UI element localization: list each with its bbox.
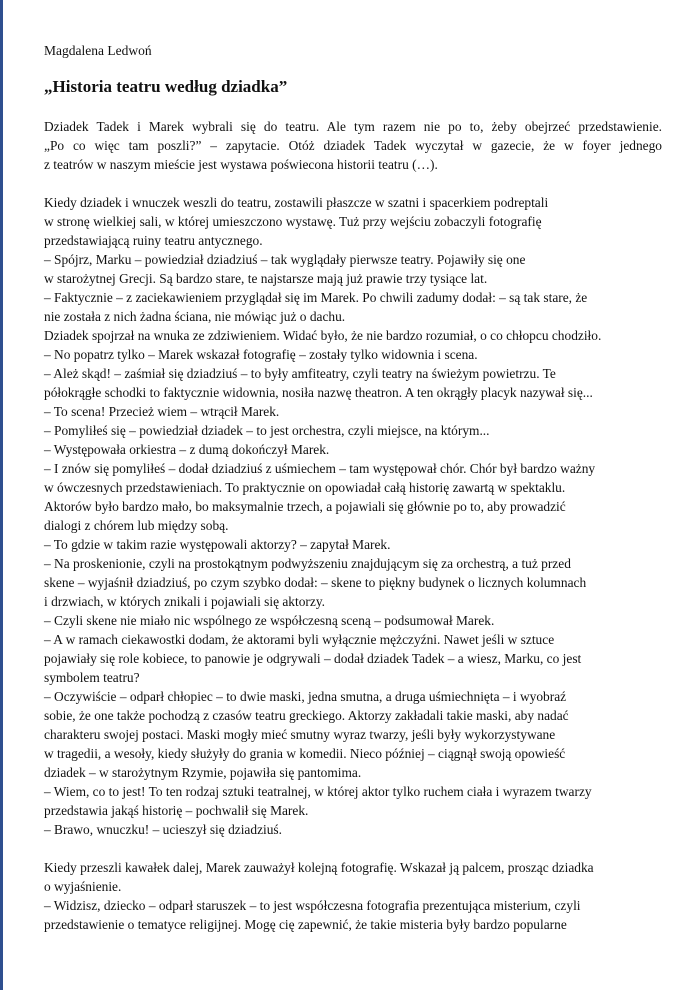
text-line: – To scena! Przecież wiem – wtrącił Marek.	[44, 404, 280, 419]
text-line: Dziadek spojrzał na wnuka ze zdziwieniem. Widać było, że nie bardzo rozumiał, o co chłopcu chodziło.	[44, 328, 602, 343]
text-line: – No popatrz tylko – Marek wskazał fotografię – zostały tylko widownia i scena.	[44, 347, 478, 362]
text-line: „Po co więc tam poszli?” – zapytacie. Otóż dziadek Tadek wyczytał w gazecie, że w foyer jednego	[44, 138, 662, 153]
paragraph-misterium	[44, 858, 662, 934]
text-line: dziadek – w starożytnym Rzymie, pojawiła się pantomima.	[44, 765, 362, 780]
document-page	[44, 42, 662, 934]
text-line: – To gdzie w takim razie występowali aktorzy? – zapytał Marek.	[44, 537, 391, 552]
text-line: przedstawiającą ruiny teatru antycznego.	[44, 233, 263, 248]
text-line: – Ależ skąd! – zaśmiał się dziadziuś – to były amfiteatry, czyli teatry na świeżym powietrzu. Te	[44, 366, 556, 381]
text-line: z teatrów w naszym mieście jest wystawa poświecona historii teatru (…).	[44, 157, 438, 172]
text-line: przedstawia jakąś historię – pochwalił się Marek.	[44, 803, 309, 818]
text-line: skene – wyjaśnił dziadziuś, po czym szybko dodał: – skene to piękny budynek o licznych kolumnach	[44, 575, 587, 590]
text-line: – A w ramach ciekawostki dodam, że aktorami byli wyłącznie mężczyźni. Nawet jeśli w sztuce	[44, 632, 555, 647]
text-line: – Czyli skene nie miało nic wspólnego ze współczesną sceną – podsumował Marek.	[44, 613, 495, 628]
text-line: dialogi z chórem lub między sobą.	[44, 518, 229, 533]
text-line: o wyjaśnienie.	[44, 879, 122, 894]
text-line: pojawiały się role kobiece, to panowie je odgrywali – dodał dziadek Tadek – a wiesz, Marku, co jest	[44, 651, 582, 666]
document-title: „Historia teatru według dziadka”	[44, 77, 288, 96]
author-name: Magdalena Ledwoń	[44, 43, 152, 58]
text-line: – Brawo, wnuczku! – ucieszył się dziadziuś.	[44, 822, 282, 837]
text-line: – Występowała orkiestra – z dumą dokończył Marek.	[44, 442, 330, 457]
text-line: – Na proskenionie, czyli na prostokątnym podwyższeniu znajdującym się za orchestrą, a tuż przed	[44, 556, 571, 571]
text-line: Kiedy przeszli kawałek dalej, Marek zauważył kolejną fotografię. Wskazał ją palcem, prosząc dziadka	[44, 860, 594, 875]
text-line: Kiedy dziadek i wnuczek weszli do teatru, zostawili płaszcze w szatni i spacerkiem podreptali	[44, 195, 549, 210]
text-line: w ówczesnych przedstawieniach. To praktycznie on opowiadał całą historię zawartą w spektaklu.	[44, 480, 566, 495]
text-line: w tragedii, a wesoły, kiedy służyły do grania w komedii. Nieco później – ciągnął swoją opowieść	[44, 746, 566, 761]
text-line: półokrągłe schodki to faktycznie widownia, nosiła nazwę theatron. A ten okrągły placyk nazywał się...	[44, 385, 593, 400]
text-line: – Wiem, co to jest! To ten rodzaj sztuki teatralnej, w której aktor tylko ruchem ciała i wyrazem twarzy	[44, 784, 592, 799]
page-edge	[0, 0, 3, 990]
paragraph-dialogue	[44, 193, 662, 839]
text-line: – Faktycznie – z zaciekawieniem przyglądał się im Marek. Po chwili zadumy dodał: – są tak stare, że	[44, 290, 588, 305]
text-line: – Spójrz, Marku – powiedział dziadziuś – tak wyglądały pierwsze teatry. Pojawiły się one	[44, 252, 526, 267]
text-line: w stronę wielkiej sali, w której umieszczono wystawę. Tuż przy wejściu zobaczyli fotografię	[44, 214, 542, 229]
text-line: w starożytnej Grecji. Są bardzo stare, te najstarsze mają już prawie trzy tysiące lat.	[44, 271, 488, 286]
text-line: – Oczywiście – odparł chłopiec – to dwie maski, jedna smutna, a druga uśmiechnięta – i wyobraź	[44, 689, 567, 704]
text-line: symbolem teatru?	[44, 670, 140, 685]
paragraph-intro	[44, 117, 662, 174]
text-line: Aktorów było bardzo mało, bo maksymalnie trzech, a pojawiali się głównie po to, aby prowadzić	[44, 499, 566, 514]
text-line: Dziadek Tadek i Marek wybrali się do teatru. Ale tym razem nie po to, żeby obejrzeć przedstawienie.	[44, 119, 662, 134]
text-line: przedstawienie o tematyce religijnej. Mogę cię zapewnić, że takie misteria były bardzo popularne	[44, 917, 567, 932]
text-line: – I znów się pomyliłeś – dodał dziadziuś z uśmiechem – tam występował chór. Chór był bardzo ważny	[44, 461, 596, 476]
text-line: i drzwiach, w których znikali i pojawiali się aktorzy.	[44, 594, 325, 609]
text-line: sobie, że one także pochodzą z czasów teatru greckiego. Aktorzy zakładali takie maski, aby nadać	[44, 708, 569, 723]
text-line: charakteru swojej postaci. Maski mogły mieć smutny wyraz twarzy, jeśli były wykorzystywane	[44, 727, 556, 742]
text-line: – Widzisz, dziecko – odparł staruszek – to jest współczesna fotografia prezentująca misterium, czyli	[44, 898, 581, 913]
text-line: – Pomyliłeś się – powiedział dziadek – to jest orchestra, czyli miejsce, na którym...	[44, 423, 490, 438]
text-line: nie została z nich żadna ściana, nie mówiąc już o dachu.	[44, 309, 346, 324]
